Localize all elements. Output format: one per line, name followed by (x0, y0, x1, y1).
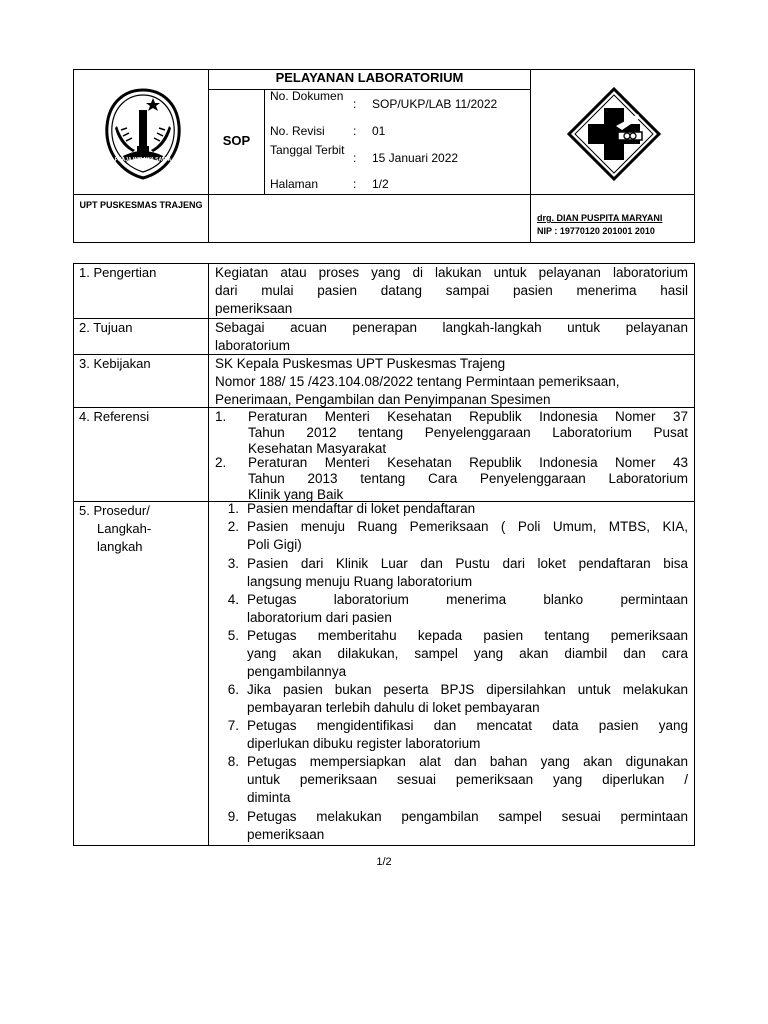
page-number: 1/2 (376, 856, 392, 868)
text-line: dari mulai pasien datang sampai pasien menerima hasil (215, 283, 688, 298)
text-line: pemeriksaan (215, 301, 293, 316)
svg-text:PRAJA WIBAWA SATYA: PRAJA WIBAWA SATYA (114, 157, 172, 163)
text-line: Pasien mendaftar di loket pendaftaran (247, 501, 476, 516)
text-line: Peraturan Menteri Kesehatan Republik Indonesia Nomer 37 (248, 409, 688, 424)
meta-colon: : (353, 177, 357, 191)
signer-nip: NIP : 19770120 201001 2010 (537, 226, 655, 236)
text-line: pengambilannya (247, 664, 347, 679)
meta-colon: : (353, 97, 357, 111)
step-number: 4. (227, 592, 239, 607)
meta-label-page: Halaman (270, 177, 319, 191)
text-line: langsung menuju Ruang laboratorium (247, 574, 473, 589)
text-line: Pasien menuju Ruang Pemeriksaan ( Poli Umum, MTBS, KIA, (247, 519, 688, 534)
step-number: 7. (227, 718, 239, 733)
step-number: 5. (227, 628, 239, 643)
text-line: Jika pasien bukan peserta BPJS dipersilahkan untuk melakukan (247, 682, 688, 697)
section-text-tujuan (215, 319, 688, 355)
section-label-kebijakan: 3. Kebijakan (79, 356, 151, 371)
reference-item (215, 455, 688, 503)
sop-label: SOP (222, 133, 251, 148)
text-line: Penerimaan, Pengambilan dan Penyimpanan Spesimen (215, 392, 551, 407)
step-number: 2. (227, 519, 239, 534)
text-line: laboratorium dari pasien (247, 610, 392, 625)
text-line: untuk pemeriksaan sesuai pemeriksaan yang diperlukan / (247, 772, 688, 787)
text-line: diminta (247, 790, 291, 805)
text-line: Nomor 188/ 15 /423.104.08/2022 tentang Permintaan pemeriksaan, (215, 374, 620, 389)
regional-emblem-logo (103, 86, 183, 182)
meta-colon: : (353, 124, 357, 138)
step-number: 3. (227, 556, 239, 571)
section-text-pengertian (215, 264, 688, 318)
text-line: Kesehatan Masyarakat (248, 441, 387, 456)
label-line: 5. Prosedur/ (79, 503, 150, 518)
text-line: pemeriksaan (247, 827, 325, 842)
reference-number: 2. (215, 455, 227, 470)
meta-value-doc-number: SOP/UKP/LAB 11/2022 (372, 97, 498, 111)
text-line: Petugas melakukan pengambilan sampel sesuai permintaan (247, 809, 688, 824)
meta-label-issue-date: Tanggal Terbit (270, 143, 345, 157)
organization-name: UPT PUSKESMAS TRAJENG (79, 200, 203, 210)
label-line: Langkah- (97, 521, 152, 536)
meta-colon: : (353, 151, 357, 165)
text-line: Tahun 2012 tentang Penyelenggaraan Laboratorium Pusat (248, 425, 688, 440)
text-line: SK Kepala Puskesmas UPT Puskesmas Trajeng (215, 356, 506, 371)
step-number: 8. (227, 754, 239, 769)
reference-number: 1. (215, 409, 227, 424)
label-line: langkah (97, 539, 143, 554)
text-line: Poli Gigi) (247, 537, 302, 552)
section-label-pengertian: 1. Pengertian (79, 265, 157, 280)
section-label-referensi: 4. Referensi (79, 409, 150, 424)
text-line: yang akan dilakukan, sampel yang akan diambil dan cara (247, 646, 688, 661)
document-title: PELAYANAN LABORATORIUM (275, 70, 464, 85)
section-label-tujuan: 2. Tujuan (79, 320, 133, 335)
meta-label-revision: No. Revisi (270, 124, 325, 138)
text-line: Petugas laboratorium menerima blanko permintaan (247, 592, 688, 607)
meta-value-revision: 01 (372, 124, 386, 138)
text-line: laboratorium (215, 338, 291, 353)
text-line: diperlukan dibuku register laboratorium (247, 736, 481, 751)
text-line: Petugas mengidentifikasi dan mencatat data pasien yang (247, 718, 688, 733)
meta-label-doc-number: No. Dokumen (270, 89, 344, 103)
reference-item (215, 409, 688, 457)
text-line: Peraturan Menteri Kesehatan Republik Indonesia Nomer 43 (248, 455, 688, 470)
text-line: Petugas memberitahu kepada pasien tentang pemeriksaan (247, 628, 688, 643)
step-number: 6. (227, 682, 239, 697)
text-line: Sebagai acuan penerapan langkah-langkah untuk pelayanan (215, 320, 688, 335)
text-line: Pasien dari Klinik Luar dan Pustu dari loket pendaftaran bisa (247, 556, 688, 571)
step-number: 9. (227, 809, 239, 824)
text-line: Klinik yang Baik (248, 487, 344, 502)
text-line: Kegiatan atau proses yang di lakukan untuk pelayanan laboratorium (215, 265, 688, 280)
signer-name: drg. DIAN PUSPITA MARYANI (537, 213, 663, 223)
text-line: Tahun 2013 tentang Cara Penyelenggaraan Laboratorium (248, 471, 688, 486)
section-label-prosedur (79, 502, 199, 556)
meta-value-page: 1/2 (372, 177, 389, 191)
step-number: 1. (227, 501, 239, 516)
section-text-kebijakan (215, 355, 688, 409)
puskesmas-logo (566, 86, 662, 182)
meta-value-issue-date: 15 Januari 2022 (372, 151, 459, 165)
text-line: Petugas mempersiapkan alat dan bahan yang akan digunakan (247, 754, 688, 769)
text-line: pembayaran terlebih dahulu di loket pembayaran (247, 700, 540, 715)
